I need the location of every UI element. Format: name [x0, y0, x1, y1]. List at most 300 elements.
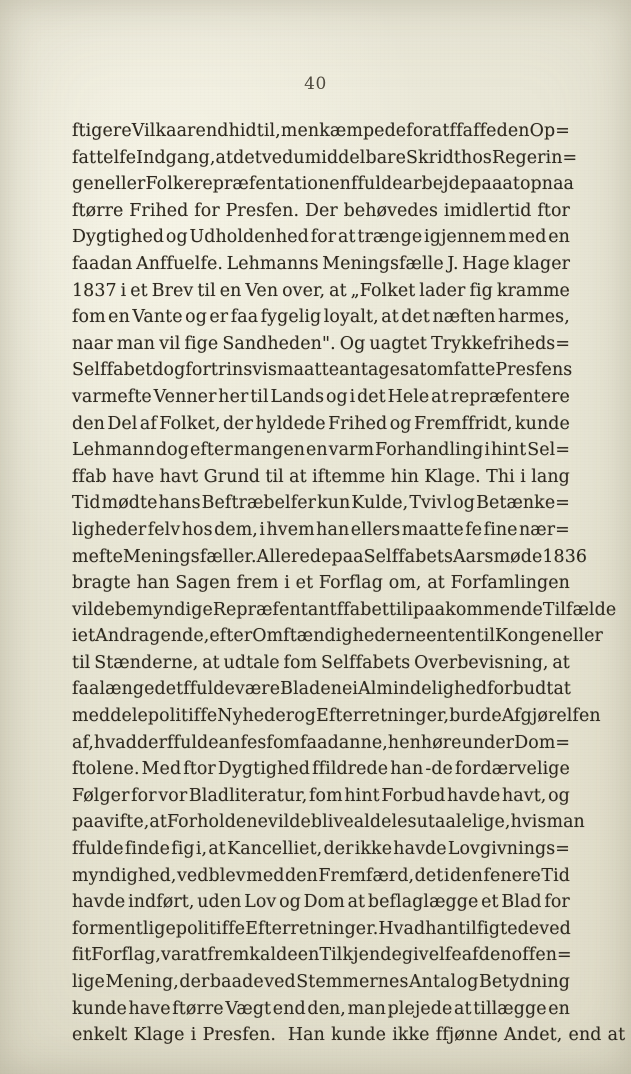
text-word: Dygtighed — [72, 227, 165, 248]
text-word: ftigere — [72, 121, 132, 141]
text-word: umiddelbare — [293, 147, 406, 168]
text-word: finde — [124, 839, 170, 860]
text-word: faalænge — [72, 679, 155, 700]
text-word: Almindelighed — [358, 679, 488, 700]
text-line — [72, 224, 570, 251]
text-word: bragte — [72, 573, 131, 594]
text-word: Forbud — [381, 785, 446, 806]
text-word: og — [456, 972, 479, 992]
text-word: havde — [447, 785, 501, 806]
text-word: til — [197, 280, 216, 301]
text-word: meddele — [72, 706, 148, 727]
text-word: opnaa — [519, 174, 575, 195]
text-word: Sagen — [175, 573, 231, 594]
text-word: ffab — [72, 466, 107, 487]
text-word: at — [381, 307, 399, 328]
text-word: den — [72, 413, 105, 434]
text-word: Frihed — [328, 413, 388, 434]
text-word: baade — [209, 972, 264, 992]
text-word: at — [607, 1025, 626, 1046]
text-word: et — [481, 892, 499, 913]
text-word: den — [496, 121, 530, 141]
text-word: for — [310, 227, 337, 248]
text-word: ved — [264, 972, 296, 992]
text-word: -de — [425, 759, 453, 780]
text-word: Sel= — [527, 440, 570, 461]
text-word: Vilkaar — [131, 121, 196, 141]
text-word: Del — [107, 413, 138, 434]
text-word: Thi — [486, 466, 515, 487]
text-line — [72, 863, 570, 890]
text-word: Presfen. — [225, 200, 300, 221]
text-word: fortrinsvis — [185, 360, 277, 381]
text-word: et — [295, 573, 314, 594]
text-word: eller — [562, 626, 603, 647]
text-word: Andet, — [504, 1025, 563, 1046]
text-word: en — [548, 227, 570, 248]
text-word: er — [209, 307, 229, 328]
text-word: Vante — [132, 307, 183, 328]
text-line — [72, 783, 570, 810]
text-word: at — [189, 945, 208, 966]
text-word: og — [325, 386, 348, 407]
text-line — [72, 278, 570, 305]
text-word: Med — [141, 759, 182, 780]
text-word: at — [215, 147, 234, 168]
text-word: kunde — [515, 413, 570, 434]
text-word: dem, — [214, 519, 258, 540]
text-word: imidlertid — [443, 200, 532, 221]
text-line — [72, 756, 570, 783]
text-word: for — [194, 200, 220, 221]
text-word: ikke — [392, 1025, 430, 1046]
text-word: han — [316, 519, 350, 540]
text-word: men — [280, 121, 320, 141]
text-word: der — [179, 972, 210, 992]
text-word: Selffabets — [320, 652, 411, 673]
text-word: fremkalde — [207, 945, 298, 966]
text-word: Andragende, — [95, 626, 210, 647]
text-word: maatte — [277, 360, 340, 381]
text-word: havt, — [502, 785, 547, 806]
text-word: Forflag, — [91, 945, 162, 966]
text-line — [72, 544, 588, 571]
text-word: Forfamlingen — [450, 573, 570, 594]
text-word: vor — [158, 785, 188, 806]
text-word: kun — [317, 493, 351, 514]
text-line — [72, 1022, 626, 1049]
text-word: det — [154, 679, 184, 700]
text-word: Betænke= — [476, 493, 570, 514]
text-word: indført, — [128, 892, 195, 913]
text-word: at — [552, 652, 570, 673]
text-word: Allerede — [256, 546, 332, 567]
text-word: med — [246, 865, 285, 886]
text-word: fig — [469, 280, 493, 301]
text-line — [72, 597, 617, 624]
text-word: om, — [388, 573, 422, 594]
text-word: Han — [282, 1025, 325, 1046]
text-word: for — [406, 121, 432, 141]
text-word: igjennem — [424, 227, 507, 248]
text-line — [72, 570, 570, 597]
text-word: 1836 — [542, 546, 588, 567]
text-word: hyldede — [255, 413, 326, 434]
text-word: der — [223, 413, 254, 434]
text-word: fom — [72, 307, 106, 328]
text-word: Selffabet — [72, 360, 153, 381]
text-word: Følger — [72, 785, 130, 806]
text-word: Stemmernes — [296, 972, 409, 992]
text-word: beflaglægge — [367, 892, 479, 913]
text-word: Presfen. — [202, 1025, 277, 1046]
text-word: efter — [209, 626, 253, 647]
text-word: kunde — [331, 1025, 386, 1046]
text-word: for — [131, 785, 157, 806]
text-word: havt — [159, 466, 199, 487]
text-word: ftor — [537, 200, 570, 221]
text-word: af, — [72, 732, 95, 753]
text-word: og — [548, 785, 570, 806]
text-word: ftørre — [72, 200, 124, 221]
text-word: fenere — [483, 865, 541, 886]
text-line — [72, 969, 570, 996]
text-word: tilfigtede — [458, 918, 540, 939]
text-word: harmes, — [498, 307, 570, 328]
page-number: 40 — [304, 74, 327, 94]
text-word: at — [329, 280, 347, 301]
text-word: af — [461, 945, 479, 966]
text-word: lige — [72, 972, 105, 992]
text-word: til — [265, 466, 284, 487]
text-word: Beftræbelfer — [201, 493, 317, 514]
text-word: Dom — [303, 892, 345, 913]
text-word: hos — [461, 147, 492, 168]
text-line — [72, 703, 601, 730]
text-word: havde — [72, 892, 126, 913]
text-word: Fremfærd, — [318, 865, 415, 886]
text-word: hvem — [266, 519, 315, 540]
text-word: til — [388, 599, 408, 620]
text-word: at — [502, 174, 520, 195]
text-word: politiffe — [147, 706, 218, 727]
text-word: at — [427, 573, 445, 594]
text-word: lang — [531, 466, 570, 487]
text-word: have — [128, 998, 171, 1019]
text-word: man — [546, 812, 585, 833]
text-word: vilde — [268, 812, 311, 833]
text-word: behøvedes — [343, 200, 439, 221]
text-word: eller — [104, 174, 146, 195]
text-word: blive — [310, 812, 354, 833]
text-word: at — [338, 227, 356, 248]
text-word: paakommende — [413, 599, 543, 620]
text-word: fordærvelige — [455, 759, 570, 780]
text-word: Anffuelfe. — [136, 253, 224, 274]
text-line — [72, 942, 570, 969]
text-word: ikke — [354, 839, 393, 860]
text-word: fom — [283, 652, 318, 673]
text-line — [72, 171, 575, 198]
text-word: Stænderne, — [94, 652, 199, 673]
text-word: til — [250, 386, 269, 407]
text-line — [72, 650, 570, 677]
text-word: politiffe — [175, 918, 246, 939]
text-line — [72, 198, 570, 225]
text-word: i — [284, 573, 290, 594]
text-word: hans — [158, 493, 201, 514]
text-word: Klage — [133, 1025, 185, 1046]
text-word: Forflag — [318, 573, 384, 594]
text-word: fattelfe — [72, 147, 137, 168]
text-word: ffulde — [350, 174, 403, 195]
text-line — [72, 996, 570, 1023]
text-word: det — [233, 147, 262, 168]
text-word: Regerin= — [491, 147, 578, 168]
text-word: Meningsfæller. — [123, 546, 257, 567]
text-word: at — [289, 466, 307, 487]
text-word: end — [195, 121, 229, 141]
text-word: og — [453, 493, 476, 514]
text-word: Folkerepræfentationen — [145, 174, 351, 195]
text-word: kæmpede — [319, 121, 407, 141]
text-word: i — [120, 280, 127, 301]
text-word: til — [72, 652, 91, 673]
text-line — [72, 809, 585, 836]
text-line — [72, 730, 570, 757]
text-word: den — [478, 945, 512, 966]
text-word: kramme — [496, 280, 570, 301]
text-word: Hvad — [378, 918, 426, 939]
text-word: anfes — [218, 732, 267, 753]
text-word: ellers — [350, 519, 401, 540]
text-word: i — [407, 599, 414, 620]
text-word: hidtil, — [228, 121, 281, 141]
text-word: fig — [171, 839, 195, 860]
text-word: J. — [447, 253, 459, 274]
text-word: i, — [195, 839, 208, 860]
text-word: den — [284, 865, 318, 886]
text-word: Lov — [244, 892, 277, 913]
text-line — [72, 464, 570, 491]
text-word: faadanne, — [300, 732, 388, 753]
text-word: burde — [449, 706, 502, 727]
text-word: Dygtighed — [217, 759, 311, 780]
text-word: og — [185, 307, 207, 328]
text-word: Klage. — [424, 466, 481, 487]
text-line — [72, 331, 570, 358]
text-word: Trykkefriheds= — [431, 333, 570, 354]
text-word: en — [297, 945, 320, 966]
text-word: ligheder — [72, 519, 147, 540]
text-word: Folket, — [159, 413, 221, 434]
text-word: Kongen — [495, 626, 563, 647]
text-word: uden — [197, 892, 242, 913]
text-word: i — [259, 519, 266, 540]
text-word: formentlige — [72, 918, 176, 939]
text-line — [72, 676, 570, 703]
text-word: Tid — [541, 865, 570, 886]
text-word: Nyheder — [217, 706, 295, 727]
text-word: Brev — [151, 280, 194, 301]
text-word: vil — [159, 333, 181, 354]
text-word: man — [116, 333, 156, 354]
text-word: Aarsmøde — [453, 546, 543, 567]
text-word: Skridt — [405, 147, 462, 168]
text-word: forbudt — [487, 679, 554, 700]
text-word: naar — [72, 333, 113, 354]
text-word: i — [349, 386, 356, 407]
text-word: faa — [230, 307, 259, 328]
text-word: Forholdene — [166, 812, 269, 833]
text-line — [72, 836, 570, 863]
text-word: at — [149, 812, 167, 833]
text-word: efter — [189, 440, 233, 461]
text-word: dog — [155, 440, 189, 461]
text-word: var — [161, 945, 190, 966]
body-text-block — [72, 118, 626, 1049]
text-word: Lands — [270, 386, 325, 407]
text-word: Ven — [245, 280, 279, 301]
text-word: Hage — [462, 253, 510, 274]
text-line — [72, 623, 603, 650]
text-word: Fremffridt, — [413, 413, 513, 434]
text-word: at — [553, 679, 572, 700]
text-line — [72, 384, 570, 411]
text-word: Tilkjendegivelfe — [319, 945, 462, 966]
text-word: at — [202, 652, 220, 673]
text-word: Bladliteratur, — [188, 785, 308, 806]
text-word: loyalt, — [323, 307, 379, 328]
text-word: Presfens — [495, 360, 573, 381]
text-word: varmefte — [72, 386, 152, 407]
text-word: Omftændighederne — [252, 626, 427, 647]
text-word: paavifte, — [72, 812, 150, 833]
text-word: i — [520, 466, 526, 487]
text-word: udtale — [223, 652, 280, 673]
text-word: den, — [307, 998, 346, 1019]
text-word: lader — [419, 280, 466, 301]
text-word: et — [77, 626, 96, 647]
text-word: Forhandling — [375, 440, 484, 461]
text-word: Afgjørelfen — [501, 706, 601, 727]
text-word: i — [484, 440, 490, 461]
text-word: og — [165, 227, 188, 248]
text-word: fom — [309, 785, 343, 806]
text-word: Der — [304, 200, 338, 221]
text-word: enkelt — [72, 1025, 128, 1046]
text-word: vilde — [72, 599, 115, 620]
text-word: han — [136, 573, 170, 594]
text-word: være — [234, 679, 281, 700]
text-word: at — [454, 998, 472, 1019]
text-line — [72, 251, 570, 278]
text-word: hin — [390, 466, 419, 487]
text-word: at — [409, 360, 427, 381]
text-word: Meningsfælle — [322, 253, 444, 274]
text-word: Frihed — [129, 200, 189, 221]
text-line — [72, 889, 570, 916]
text-word: der — [323, 839, 354, 860]
text-word: Tilfælde — [542, 599, 617, 620]
text-line — [72, 357, 573, 384]
text-word: han — [425, 918, 459, 939]
text-word: Overbevisning, — [414, 652, 549, 673]
text-word: her — [218, 386, 249, 407]
text-word: og — [389, 413, 412, 434]
text-word: Efterretninger, — [316, 706, 450, 727]
text-word: et — [130, 280, 148, 301]
text-word: bemyndige — [114, 599, 213, 620]
text-word: klager — [513, 253, 570, 274]
text-line — [72, 490, 570, 517]
text-word: dog — [152, 360, 186, 381]
text-word: ffulde — [72, 839, 124, 860]
text-word: Antal — [408, 972, 457, 992]
text-word: Op= — [529, 121, 570, 141]
text-word: Kulde, — [351, 493, 409, 514]
text-word: Lehmann — [72, 440, 155, 461]
text-word: ved — [261, 147, 294, 168]
text-word: man — [347, 998, 386, 1019]
text-line — [72, 517, 570, 544]
text-word: varm — [328, 440, 375, 461]
text-word: en — [305, 440, 328, 461]
text-word: omfatte — [426, 360, 496, 381]
text-word: hos — [181, 519, 213, 540]
text-word: kunde — [72, 998, 127, 1019]
text-word: Sandheden". — [222, 333, 336, 354]
text-word: Blad — [501, 892, 542, 913]
text-word: paa — [470, 174, 503, 195]
text-word: frem — [236, 573, 279, 594]
text-word: Tid — [72, 493, 101, 514]
text-word: ffildrede — [312, 759, 389, 780]
text-word: paa — [331, 546, 364, 567]
text-word: der — [136, 732, 167, 753]
text-word: at — [208, 839, 226, 860]
text-word: Indgang, — [136, 147, 216, 168]
text-line — [72, 437, 570, 464]
text-word: fom — [266, 732, 301, 753]
text-word: det — [414, 865, 444, 886]
text-word: utaalelige, — [416, 812, 511, 833]
text-word: at — [431, 121, 450, 141]
text-word: end — [272, 998, 306, 1019]
text-word: vedblev — [176, 865, 246, 886]
text-line — [72, 916, 570, 943]
text-word: en — [108, 307, 130, 328]
text-word: henhøre — [387, 732, 462, 753]
text-word: for — [544, 892, 570, 913]
text-word: fige — [184, 333, 219, 354]
text-word: mødte — [101, 493, 158, 514]
text-word: Betydning — [478, 972, 570, 992]
text-word: hint — [490, 440, 527, 461]
text-word: Selffabets — [363, 546, 453, 567]
text-word: med — [508, 227, 547, 248]
text-word: det — [401, 307, 430, 328]
text-word: Repræfentantffabet — [212, 599, 389, 620]
text-word: Lovgivnings= — [447, 839, 570, 860]
text-word: have — [112, 466, 155, 487]
text-word: at — [347, 892, 366, 913]
text-word: ffulde — [167, 732, 219, 753]
text-word: Grund — [203, 466, 260, 487]
text-word: fe — [465, 519, 483, 540]
text-word: havde — [393, 839, 447, 860]
text-word: nær= — [519, 519, 570, 540]
